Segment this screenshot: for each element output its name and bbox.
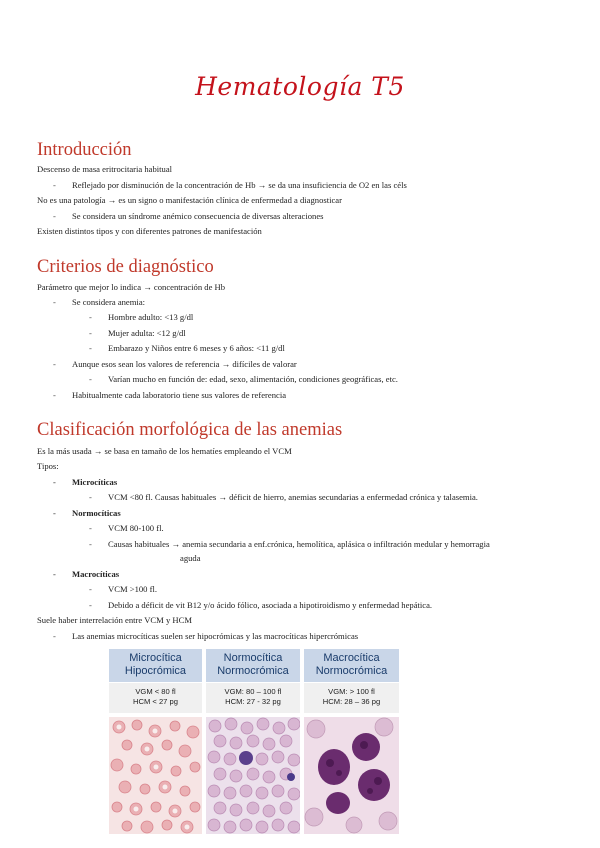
bullet-dash: - (53, 477, 56, 487)
table-header-macrocitica (304, 649, 399, 682)
bullet-dash: - (53, 631, 56, 641)
intro-line-3: No es una patología → es un signo o manifestación clínica de enfermedad a diagnosticar (37, 195, 342, 205)
value-line: HCM: 28 – 36 pg (322, 697, 381, 706)
table-header-normocitica (206, 649, 300, 682)
table-values-microcitica (109, 683, 202, 713)
header-line: Microcítica (129, 652, 182, 664)
header-line: Macrocítica (323, 652, 380, 664)
normociticas-line-2b: aguda (180, 553, 201, 563)
value-line: HCM: 27 - 32 pg (225, 697, 281, 706)
criterios-line-1: Parámetro que mejor lo indica → concentración de Hb (37, 282, 226, 292)
bullet-dash: - (53, 390, 56, 400)
header-line: Normocítica (223, 652, 283, 664)
table-values-macrocitica (304, 683, 399, 713)
bullet-dash: - (89, 343, 92, 353)
macrociticas-label: Macrocíticas (72, 569, 120, 579)
bullet-dash: - (89, 312, 92, 322)
microcytic-cells-illustration (109, 717, 202, 834)
macrociticas-line-2: Debido a déficit de vit B12 y/o ácido fólico, asociada a hipotiroidismo y enfermedad hepática. (108, 600, 433, 610)
table-values-normocitica (206, 683, 300, 713)
macrociticas-line-1: VCM >100 fl. (108, 584, 158, 594)
bullet-dash: - (53, 297, 56, 307)
heading-introduccion: Introducción (37, 140, 132, 160)
bullet-dash: - (89, 539, 92, 549)
criterios-line-2: Se considera anemia: (72, 297, 146, 307)
value-line: VGM: > 100 fl (328, 687, 375, 696)
header-line: Normocrómica (217, 665, 289, 677)
normocytic-blood-smear-image (206, 717, 300, 834)
clasif-line-2: Tipos: (37, 461, 59, 471)
criterios-line-5: Embarazo y Niños entre 6 meses y 6 años: <11 g/dl (108, 343, 285, 353)
bullet-dash: - (89, 584, 92, 594)
criterios-line-7: Varían mucho en función de: edad, sexo, alimentación, condiciones geográficas, etc. (108, 374, 398, 384)
bullet-dash: - (89, 374, 92, 384)
heading-clasificacion: Clasificación morfológica de las anemias (37, 420, 343, 440)
normociticas-label: Normocíticas (72, 508, 121, 518)
microciticas-label: Microcíticas (72, 477, 118, 487)
macrocytic-cells-illustration (304, 717, 399, 834)
normociticas-line-1: VCM 80-100 fl. (108, 523, 164, 533)
bullet-dash: - (53, 359, 56, 369)
intro-line-5: Existen distintos tipos y con diferentes patrones de manifestación (37, 226, 262, 236)
criterios-line-3: Hombre adulto: <13 g/dl (108, 312, 194, 322)
value-line: VGM: 80 – 100 fl (224, 687, 282, 696)
value-line: VGM < 80 fl (135, 687, 176, 696)
heading-criterios: Criterios de diagnóstico (37, 257, 214, 277)
criterios-line-8: Habitualmente cada laboratorio tiene sus valores de referencia (72, 390, 287, 400)
table-header-microcitica (109, 649, 202, 682)
bullet-dash: - (89, 523, 92, 533)
clasif-line-3: Suele haber interrelación entre VCM y HCM (37, 615, 192, 625)
criterios-line-4: Mujer adulta: <12 g/dl (108, 328, 186, 338)
intro-line-4: Se considera un síndrome anémico consecuencia de diversas alteraciones (72, 211, 324, 221)
bullet-dash: - (89, 328, 92, 338)
clasif-line-4: Las anemias microcíticas suelen ser hipocrómicas y las macrocíticas hipercrómicas (72, 631, 359, 641)
macrocytic-blood-smear-image (304, 717, 399, 834)
page-title: Hematología T5 (195, 72, 405, 101)
header-line: Normocrómica (315, 665, 388, 677)
header-line: Hipocrómica (124, 665, 187, 677)
microcytic-blood-smear-image (109, 717, 202, 834)
intro-line-2: Reflejado por disminución de la concentración de Hb → se da una insuficiencia de O2 en las céls (72, 180, 407, 190)
clasif-line-1: Es la más usada → se basa en tamaño de los hematíes empleando el VCM (37, 446, 292, 456)
bullet-dash: - (53, 180, 56, 190)
value-line: HCM < 27 pg (133, 697, 178, 706)
bullet-dash: - (89, 600, 92, 610)
bullet-dash: - (53, 508, 56, 518)
normocytic-cells-illustration (206, 717, 300, 834)
intro-line-1: Descenso de masa eritrocitaria habitual (37, 164, 173, 174)
criterios-line-6: Aunque esos sean los valores de referencia → difíciles de valorar (72, 359, 297, 369)
bullet-dash: - (53, 211, 56, 221)
bullet-dash: - (89, 492, 92, 502)
bullet-dash: - (53, 569, 56, 579)
microciticas-line-1: VCM <80 fl. Causas habituales → déficit de hierro, anemias secundarias a enfermedad crónica y talasemia. (108, 492, 478, 502)
normociticas-line-2: Causas habituales → anemia secundaria a enf.crónica, hemolítica, aplásica o infiltración medular y hemorragia (108, 539, 490, 549)
